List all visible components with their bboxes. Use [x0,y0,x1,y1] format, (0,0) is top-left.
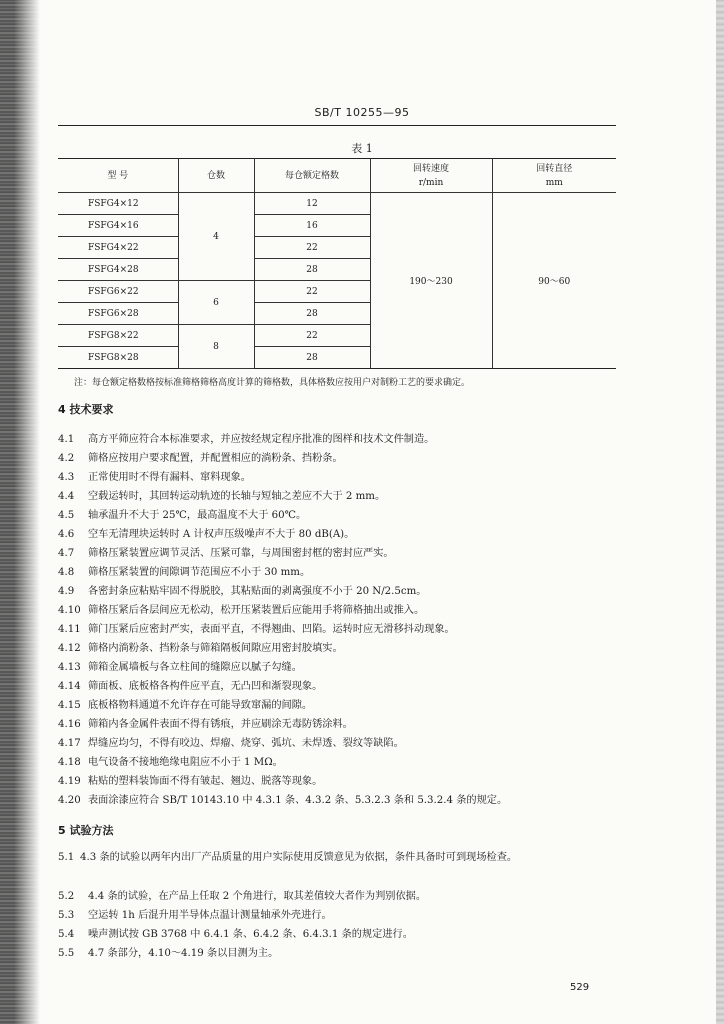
clause-text: 轴承温升不大于 25℃，最高温度不大于 60℃。 [88,510,307,521]
clause-number: 4.19 [58,776,81,787]
clause-text: 底板格物料通道不允许存在可能导致窜漏的间隙。 [88,700,313,711]
clause-4-3 [58,468,618,488]
cell-model: FSFG8×22 [58,325,178,347]
cell-model: FSFG8×28 [58,347,178,369]
clause-number: 5.3 [58,910,75,921]
spec-table [58,158,616,369]
section-5-heading: 5 试验方法 [58,824,114,837]
cell-model: FSFG4×16 [58,215,178,237]
clause-text: 空车无清理块运转时 A 计权声压级噪声不大于 80 dB(A)。 [88,529,355,540]
cell-grids: 22 [254,325,370,347]
clause-4-7 [58,544,618,564]
clause-number: 4.16 [58,719,81,730]
clause-text: 4.3 条的试验以两年内出厂产品质量的用户实际使用反馈意见为依据，条件具备时可到现场检查。 [80,852,518,863]
cell-grids: 28 [254,347,370,369]
clause-number: 4.13 [58,662,81,673]
col-model: 型 号 [58,159,178,193]
col-diameter-unit: mm [545,177,563,188]
col-speed [370,159,492,193]
col-diameter-label: 回转直径 [536,163,573,174]
cell-grids: 12 [254,193,370,215]
page-number: 529 [570,982,590,993]
clause-number: 4.9 [58,586,75,597]
cell-bins: 4 [178,193,254,281]
clause-text: 4.4 条的试验，在产品上任取 2 个角进行，取其差值较大者作为判别依据。 [88,891,427,902]
clause-text: 高方平筛应符合本标准要求，并应按经规定程序批准的图样和技术文件制造。 [88,434,435,445]
clause-number: 5.5 [58,948,75,959]
cell-model: FSFG4×28 [58,259,178,281]
clause-4-12 [58,639,618,659]
page-header: SB/T 10255—95 [314,106,410,119]
clause-number: 4.5 [58,510,75,521]
cell-grids: 22 [254,237,370,259]
clause-4-15 [58,696,618,716]
clause-4-11 [58,620,618,640]
table-note: 注：每仓额定格数格按标准筛格筛格高度计算的筛格数，具体格数应按用户对制粉工艺的要求确定。 [74,378,471,388]
col-bins: 仓数 [178,159,254,193]
clause-text: 4.7 条部分，4.10～4.19 条以目测为主。 [88,948,279,959]
clause-number: 4.14 [58,681,81,692]
clause-text: 粘贴的塑料装饰面不得有皱起、翘边、脱落等现象。 [88,776,323,787]
clause-number: 4.12 [58,643,81,654]
cell-model: FSFG6×22 [58,281,178,303]
cell-grids: 28 [254,259,370,281]
clause-4-18 [58,753,618,773]
header-rule [58,125,616,126]
clause-text: 筛门压紧后应密封严实，表面平直，不得翘曲、凹陷。运转时应无滑移抖动现象。 [88,624,455,635]
clause-number: 4.7 [58,548,75,559]
clause-text: 噪声测试按 GB 3768 中 6.4.1 条、6.4.2 条、6.4.3.1 条的规定进行。 [88,929,413,940]
clause-number: 4.18 [58,757,81,768]
clause-5-5 [58,944,618,964]
clause-text: 筛箱内各金属件表面不得有锈痕，并应刷涂无毒防锈涂料。 [88,719,353,730]
clause-text: 各密封条应粘贴牢固不得脱胶，其粘贴面的剥离强度不小于 20 N/2.5cm。 [88,586,427,597]
clause-4-2 [58,449,618,469]
clause-number: 4.10 [58,605,81,616]
table-caption: 表 1 [351,142,373,155]
clause-number: 4.1 [58,434,75,445]
cell-model: FSFG4×12 [58,193,178,215]
clause-text: 筛格压紧装置的间隙调节范围应不小于 30 mm。 [88,567,311,578]
cell-grids: 28 [254,303,370,325]
col-grids: 每仓额定格数 [254,159,370,193]
clause-5-2 [58,887,618,907]
clause-text: 空运转 1h 后混升用半导体点温计测量轴承外壳进行。 [88,910,332,921]
clause-5-1 [58,848,618,868]
clause-4-8 [58,563,618,583]
cell-diameter: 90～60 [492,193,616,369]
col-speed-unit: r/min [418,177,444,188]
clause-text: 筛箱金属墙板与各立柱间的缝隙应以腻子勾缝。 [88,662,302,673]
table-header-row [58,159,616,193]
clause-4-13 [58,658,618,678]
clause-text: 筛格内淌粉条、挡粉条与筛箱隔板间隙应用密封胶填实。 [88,643,343,654]
clause-number: 4.6 [58,529,75,540]
col-diameter [492,159,616,193]
cell-bins: 8 [178,325,254,369]
clause-text: 筛面板、底板格各构件应平直，无凸凹和渐裂现象。 [88,681,323,692]
clause-4-6 [58,525,618,545]
clause-4-1 [58,430,618,450]
clause-text: 表面涂漆应符合 SB/T 10143.10 中 4.3.1 条、4.3.2 条、5.3.2.3 条和 5.3.2.4 条的规定。 [88,795,508,806]
col-speed-label: 回转速度 [412,163,449,174]
clause-4-9 [58,582,618,602]
clause-text: 焊缝应均匀，不得有咬边、焊瘤、烧穿、弧坑、未焊透、裂纹等缺陷。 [88,738,404,749]
cell-grids: 16 [254,215,370,237]
clause-text: 筛格压紧装置应调节灵活、压紧可靠，与周围密封框的密封应严实。 [88,548,394,559]
cell-speed: 190～230 [370,193,492,369]
clause-4-16 [58,715,618,735]
cell-bins: 6 [178,281,254,325]
clause-4-17 [58,734,618,754]
clause-number: 4.20 [58,795,81,806]
clause-5-4 [58,925,618,945]
section-4-heading: 4 技术要求 [58,403,114,416]
clause-number: 5.2 [58,891,75,902]
clause-5-3 [58,906,618,926]
clause-number: 5.1 [58,852,75,863]
clause-number: 4.11 [58,624,81,635]
clause-text: 正常使用时不得有漏料、窜料现象。 [88,472,251,483]
clause-number: 4.4 [58,491,75,502]
clause-number: 5.4 [58,929,75,940]
clause-text: 筛格应按用户要求配置，并配置相应的淌粉条、挡粉条。 [88,453,343,464]
clause-number: 4.15 [58,700,81,711]
clause-4-14 [58,677,618,697]
clause-4-20 [58,791,618,811]
clause-4-4 [58,487,618,507]
cell-model: FSFG6×28 [58,303,178,325]
clause-4-5 [58,506,618,526]
clause-number: 4.17 [58,738,81,749]
clause-text: 筛格压紧后各层间应无松动，松开压紧装置后应能用手将筛格抽出或推入。 [88,605,425,616]
clause-number: 4.8 [58,567,75,578]
clause-text: 电气设备不接地绝缘电阻应不小于 1 MΩ。 [88,757,283,768]
clause-text: 空载运转时，其回转运动轨迹的长轴与短轴之差应不大于 2 mm。 [88,491,386,502]
clause-4-10 [58,601,618,621]
clause-4-19 [58,772,618,792]
cell-model: FSFG4×22 [58,237,178,259]
clause-number: 4.3 [58,472,75,483]
cell-grids: 22 [254,281,370,303]
table-row [58,193,616,215]
clause-number: 4.2 [58,453,75,464]
